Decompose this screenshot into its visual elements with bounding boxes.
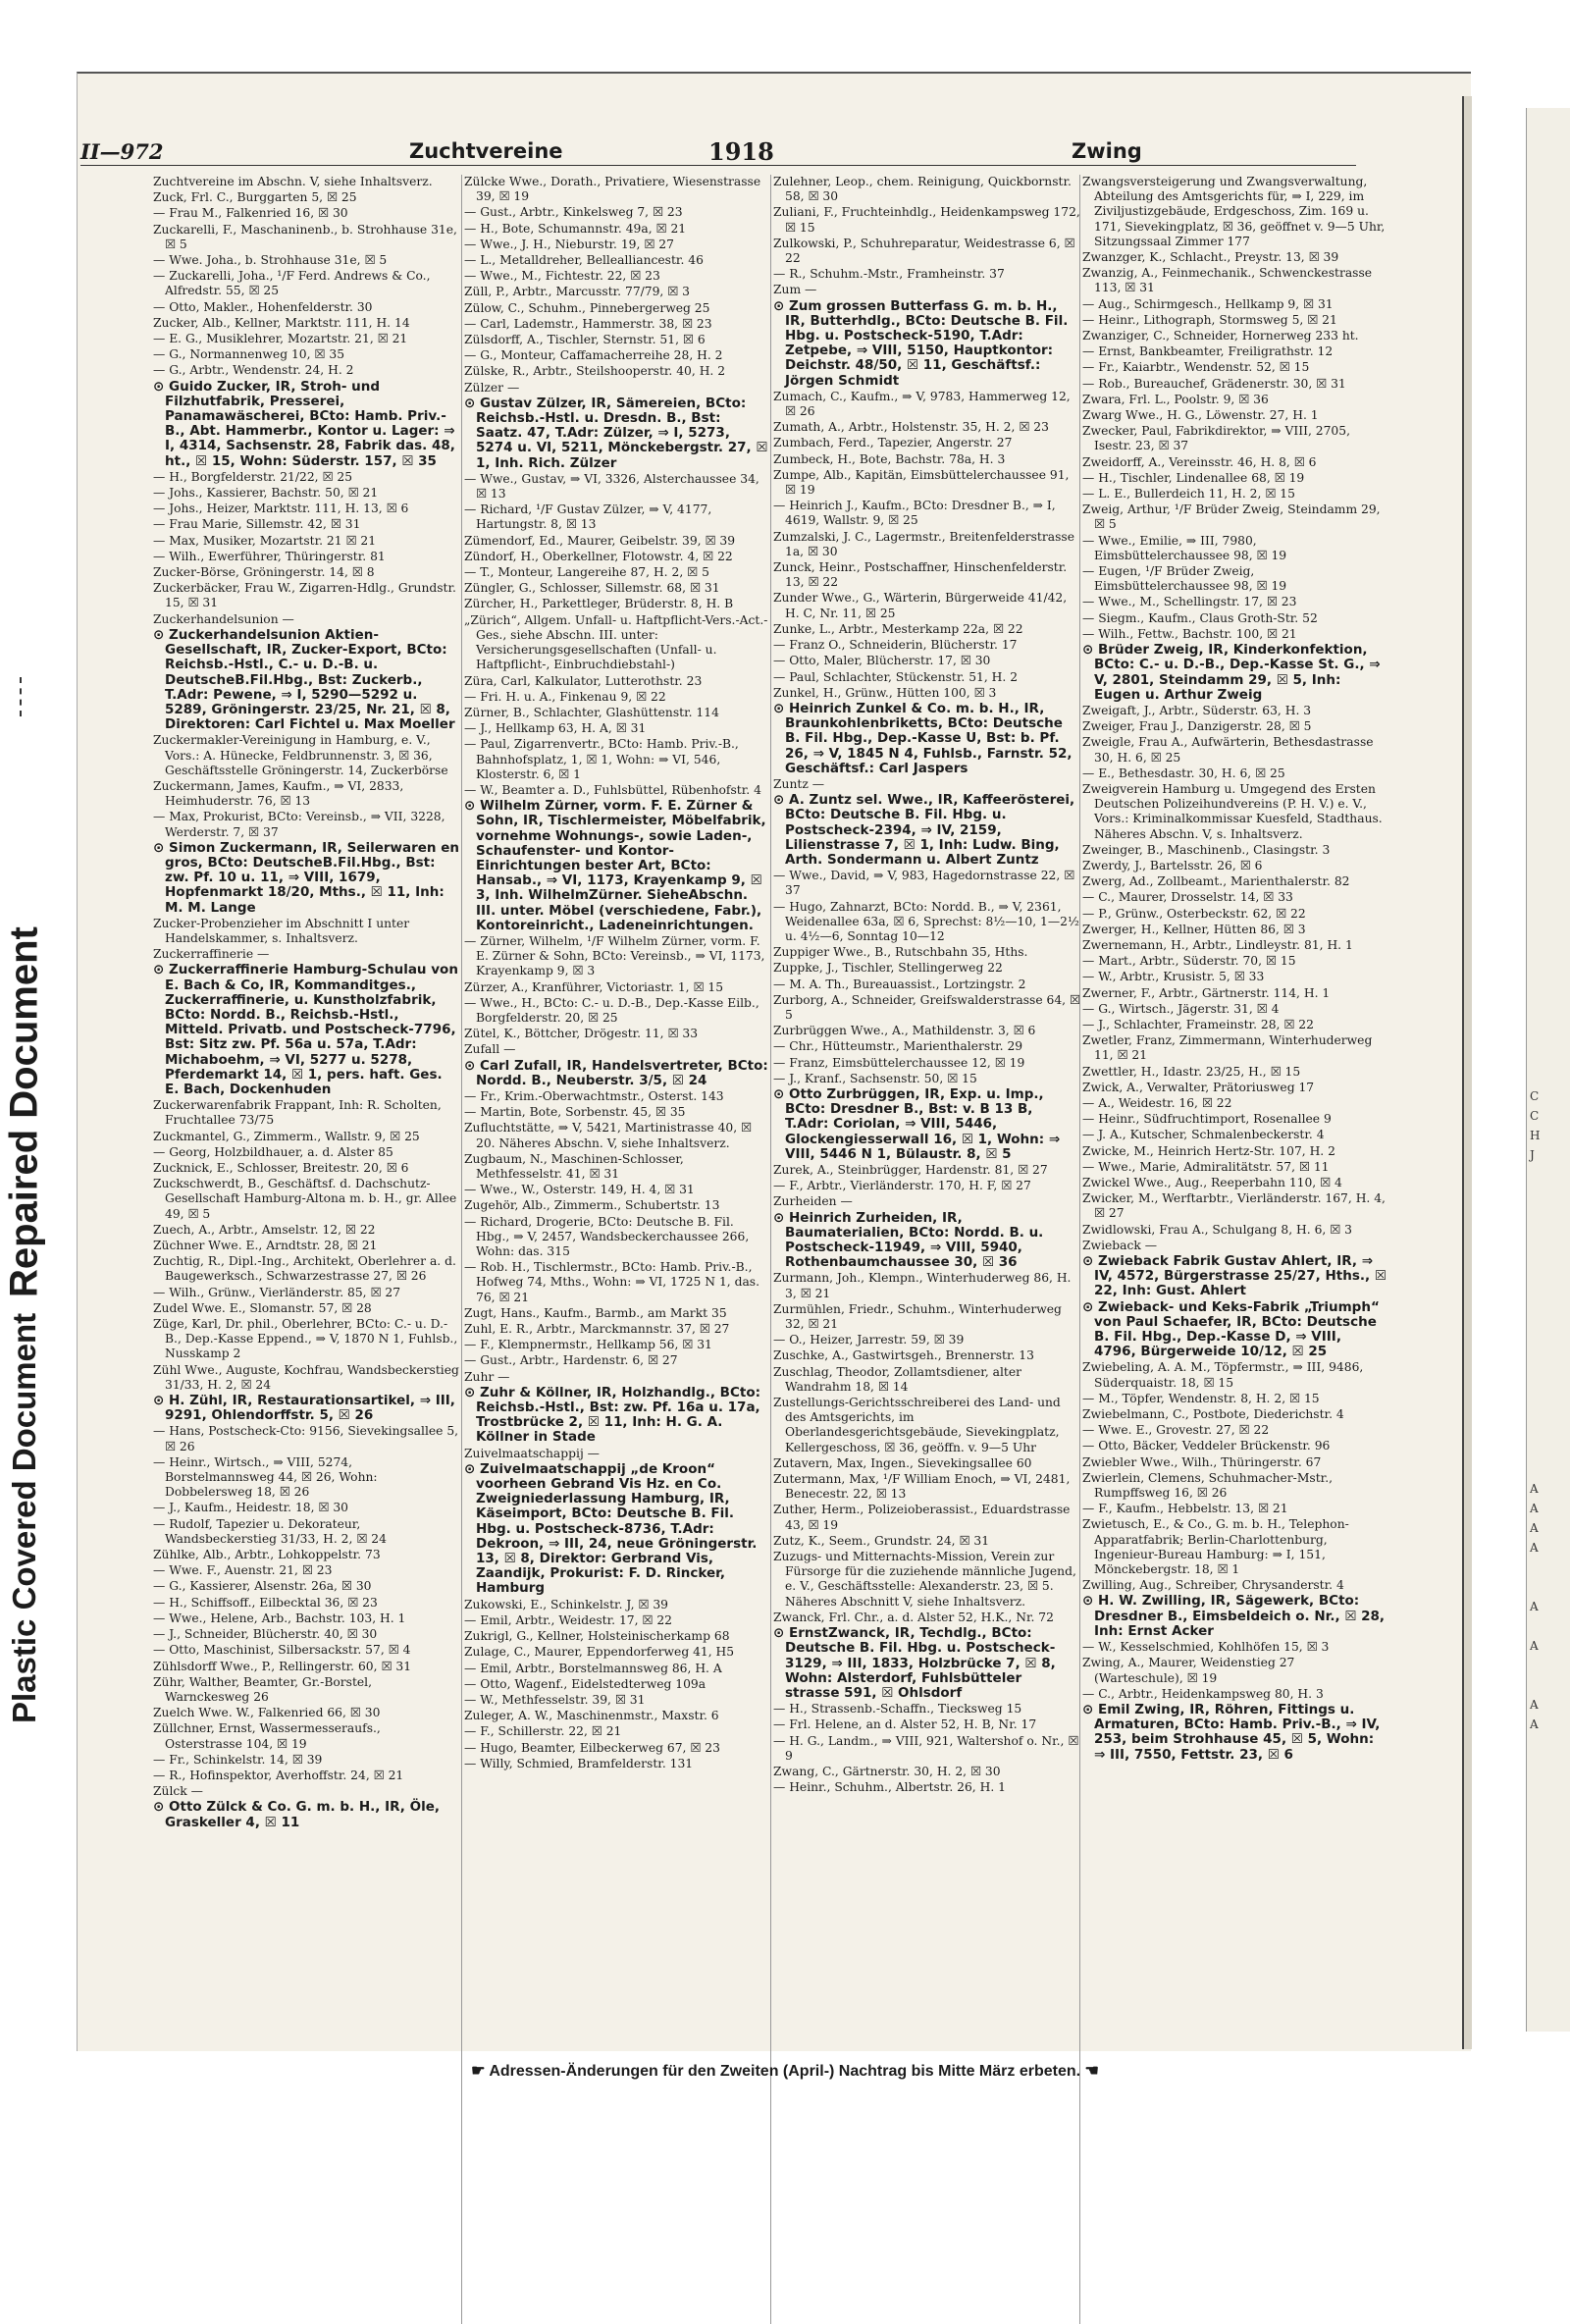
directory-entry: Züllchner, Ernst, Wassermesseraufs., Osterstrasse 104, ☒ 19 [153,1721,381,1751]
side-tick-marks [20,677,26,716]
directory-entry: Zukowski, E., Schinkelstr. J, ☒ 39 [464,1597,669,1611]
directory-column-3 [770,175,1080,2324]
directory-entry: Züll, P., Arbtr., Marcusstr. 77/79, ☒ 3 [464,285,691,299]
directory-entry: — W., Kesselschmied, Kohlhöfen 15, ☒ 3 [1082,1640,1330,1655]
directory-entry: Zwernemann, H., Arbtr., Lindleystr. 81, H. 1 [1082,937,1353,952]
directory-entry: — E. G., Musiklehrer, Mozartstr. 21, ☒ 21 [153,332,408,346]
directory-entry: — Wwe., H., BCto: C.- u. D.-B., Dep.-Kasse Eilb., Borgfelderstr. 20, ☒ 25 [464,995,759,1025]
running-head-section: Zuchtvereine [409,139,563,163]
directory-entry: Zutavern, Max, Ingen., Sievekingsallee 60 [773,1455,1032,1470]
directory-column-2 [461,175,771,2324]
directory-entry: Zumath, A., Arbtr., Holstenstr. 35, H. 2, ☒ 23 [773,420,1049,435]
footer-text: Adressen-Änderungen für den Zweiten (April-) Nachtrag bis Mitte März erbeten. [489,2063,1081,2080]
directory-entry: Zuschlag, Theodor, Zollamtsdiener, alter Wandrahm 18, ☒ 14 [773,1364,1021,1394]
directory-entry: Zwanzger, K., Schlacht., Preystr. 13, ☒ 39 [1082,250,1339,265]
directory-entry: Zwara, Frl. L., Poolstr. 9, ☒ 36 [1082,392,1269,406]
directory-entry: Zühlsdorff Wwe., P., Rellingerstr. 60, ☒ 31 [153,1659,412,1673]
directory-entry: — Frl. Helene, an d. Alster 52, H. B, Nr. 17 [773,1717,1037,1732]
adjacent-page-fragment [1526,108,1570,2032]
directory-entry: Zuppiger Wwe., B., Rutschbahn 35, Hths. [773,945,1028,960]
directory-entry: Zuckerwarenfabrik Frappant, Inh: R. Scholten, Fruchtallee 73/75 [153,1098,442,1128]
directory-entry: — H. G., Landm., ⇒ VIII, 921, Waltershof o. Nr., ☒ 9 [773,1733,1079,1763]
directory-entry: — Aug., Schirmgesch., Hellkamp 9, ☒ 31 [1082,296,1334,311]
directory-entry: Zuech, A., Arbtr., Amselstr. 12, ☒ 22 [153,1222,376,1237]
fragment-letter: H [1530,1129,1541,1142]
directory-entry: Zuckerhandelsunion — [153,611,294,626]
directory-entry: — H., Borgfelderstr. 21/22, ☒ 25 [153,469,353,484]
directory-entry: — O., Heizer, Jarrestr. 59, ☒ 39 [773,1333,965,1347]
directory-entry: — Wwe., Emilie, ⇒ III, 7980, Eimsbüttelerchaussee 98, ☒ 19 [1082,533,1287,562]
directory-entry: — G., Wirtsch., Jägerstr. 31, ☒ 4 [1082,1001,1280,1016]
directory-entry: — Fr., Schinkelstr. 14, ☒ 39 [153,1752,323,1767]
directory-entry: Zukrigl, G., Kellner, Holsteinischerkamp 68 [464,1629,730,1644]
directory-entry: — Wwe., David, ⇒ V, 983, Hagedornstrasse 22, ☒ 37 [773,869,1075,898]
directory-entry: Zucker-Probenzieher im Abschnitt I unter Handelskammer, s. Inhaltsverz. [153,916,410,945]
page-edge [1462,96,1472,2049]
running-head-last-name: Zwing [1072,139,1142,163]
directory-entry: — W., Methfesselstr. 39, ☒ 31 [464,1692,646,1707]
directory-entry: — M., Töpfer, Wendenstr. 8, H. 2, ☒ 15 [1082,1391,1320,1405]
directory-entry: Zumbach, Ferd., Tapezier, Angerstr. 27 [773,436,1013,450]
directory-entry: — E., Bethesdastr. 30, H. 6, ☒ 25 [1082,766,1285,780]
fragment-letter: A [1530,1502,1539,1515]
fragment-letter: A [1530,1541,1539,1555]
fragment-letter: A [1530,1521,1539,1535]
directory-entry: Zunder Wwe., G., Wärterin, Bürgerweide 41/42, H. C, Nr. 11, ☒ 25 [773,591,1068,620]
directory-entry: Zülzer — [464,380,520,395]
directory-entry: ⊙ Gustav Zülzer, IR, Sämereien, BCto: Reichsb.-Hstl. u. Dresdn. B., Bst: Saatz. 47, T.Adr: Zülzer, ⇒ I, 5273, 5274 u. VI, 5211, Mönckebergstr. 27, ☒ 1, Inh. Rich. Zülzer [464,395,768,471]
directory-entry: — Fr., Krim.-Oberwachtmstr., Osterst. 143 [464,1088,724,1103]
directory-entry: — J., Schneider, Blücherstr. 40, ☒ 30 [153,1627,378,1642]
directory-entry: — J., Schlachter, Frameinstr. 28, ☒ 22 [1082,1017,1314,1031]
directory-entry: — G., Kassierer, Alsenstr. 26a, ☒ 30 [153,1579,372,1594]
directory-entry: — Siegm., Kaufm., Claus Groth-Str. 52 [1082,610,1318,625]
page-header [80,137,1356,166]
directory-entry: — G., Arbtr., Wendenstr. 24, H. 2 [153,363,354,378]
directory-entry: Zwanzig, A., Feinmechanik., Schwenckestrasse 113, ☒ 31 [1082,266,1373,295]
directory-entry: — Martin, Bote, Sorbenstr. 45, ☒ 35 [464,1105,686,1120]
directory-entry: — Eugen, ¹/F Brüder Zweig, Eimsbüttelerchaussee 98, ☒ 19 [1082,564,1287,594]
directory-entry: — Wilh., Ewerführer, Thüringerstr. 81 [153,549,386,563]
directory-entry: Zwerdy, J., Bartelsstr. 26, ☒ 6 [1082,858,1263,872]
directory-entry: ⊙ H. W. Zwilling, IR, Sägewerk, BCto: Dresdner B., Eimsbeldeich o. Nr., ☒ 28, Inh: Ernst Acker [1082,1593,1386,1639]
directory-entry: Zuchtig, R., Dipl.-Ing., Architekt, Oberlehrer a. d. Baugewerksch., Schwarzestrasse 27, ☒ 26 [153,1254,456,1284]
directory-entry: Zuivelmaatschappij — [464,1446,600,1460]
directory-entry: Zürcher, H., Parkettleger, Brüderstr. 8, H. B [464,597,734,611]
directory-entry: Zwerner, F., Arbtr., Gärtnerstr. 114, H. 1 [1082,985,1331,1000]
directory-entry: Züra, Carl, Kalkulator, Lutterothstr. 23 [464,673,703,688]
directory-entry: — T., Monteur, Langereihe 87, H. 2, ☒ 5 [464,565,709,580]
directory-entry: Zuhl, E. R., Arbtr., Marckmannstr. 37, ☒ 27 [464,1322,730,1337]
directory-entry: ⊙ H. Zühl, IR, Restaurationsartikel, ⇒ III, 9291, Ohlendorffstr. 5, ☒ 26 [153,1393,455,1424]
directory-entry: Zwietusch, E., & Co., G. m. b. H., Telephon- Apparatfabrik; Berlin-Charlottenburg, Ingenieur-Bureau Hamburg: ⇒ I, 151, Mönckebergstr. 18, ☒ 1 [1082,1517,1349,1577]
directory-entry: — Richard, Drogerie, BCto: Deutsche B. Fil. Hbg., ⇒ V, 2457, Wandsbeckerchaussee 266, Wohn: das. 315 [464,1214,750,1259]
directory-entry: Zwettler, H., Idastr. 23/25, H., ☒ 15 [1082,1064,1301,1079]
directory-entry: Zudel Wwe. E., Slomanstr. 57, ☒ 28 [153,1300,372,1315]
directory-entry: Zweinger, B., Maschinenb., Clasingstr. 3 [1082,842,1331,857]
directory-entry: ⊙ Heinrich Zurheiden, IR, Baumaterialien, BCto: Nordd. B. u. Postscheck-11949, ⇒ VIII, 5940, Rothenbaumchaussee 30, ☒ 36 [773,1209,1044,1271]
directory-entry: Zucknick, E., Schlosser, Breitestr. 20, ☒ 6 [153,1161,409,1175]
directory-entry: Zwieback — [1082,1238,1158,1252]
directory-entry: — R., Schuhm.-Mstr., Framheinstr. 37 [773,267,1005,282]
directory-entry: Züchner Wwe. E., Arndtstr. 28, ☒ 21 [153,1239,378,1253]
directory-entry: ⊙ Heinrich Zunkel & Co. m. b. H., IR, Braunkohlenbriketts, BCto: Deutsche B. Fil. Hbg., Dep.-Kasse U, Bst: b. Pf. 26, ⇒ V, 1845 N 4, Fuhlsb., Farnstr. 52, Geschäftsf.: Carl Jaspers [773,700,1073,776]
directory-entry: Zwetler, Franz, Zimmermann, Winterhuderweg 11, ☒ 21 [1082,1033,1373,1063]
directory-entry: — Wwe. Joha., b. Strohhause 31e, ☒ 5 [153,253,388,268]
directory-entry: Zuckarelli, F., Maschaninenb., b. Strohhause 31e, ☒ 5 [153,222,457,251]
page-number: II—972 [80,139,164,164]
directory-entry: Zutz, K., Seem., Grundstr. 24, ☒ 31 [773,1533,990,1548]
directory-entry: — Wilh., Fettw., Bachstr. 100, ☒ 21 [1082,626,1297,641]
directory-entry: Zuckerbäcker, Frau W., Zigarren-Hdlg., Grundstr. 15, ☒ 31 [153,581,456,610]
fragment-letter: C [1530,1089,1540,1103]
directory-entry: ⊙ Emil Zwing, IR, Röhren, Fittings u. Armaturen, BCto: Hamb. Priv.-B., ⇒ IV, 253, beim Strohhause 45, ☒ 5, Wohn: ⇒ III, 7550, Fettstr. 23, ☒ 6 [1082,1701,1381,1763]
directory-entry: Zweigverein Hamburg u. Umgegend des Ersten Deutschen Polizeihundvereins (P. H. V.) e. V., Vors.: Kriminalkommissar Kuesfeld, Stadthaus. Näheres Abschn. V, s. Inhaltsverz. [1082,781,1383,841]
directory-entry: Zülow, C., Schuhm., Pinnebergerweg 25 [464,300,710,315]
directory-entry: Zurbrüggen Wwe., A., Mathildenstr. 3, ☒ 6 [773,1024,1036,1038]
directory-entry: Zwing, A., Maurer, Weidenstieg 27 (Warteschule), ☒ 19 [1082,1656,1295,1685]
directory-entry: ⊙ Simon Zuckermann, IR, Seilerwaren en gros, BCto: DeutscheB.Fil.Hbg., Bst: zw. Pf. 10 u. 11, ⇒ VIII, 1679, Hopfenmarkt 18/20, Mths., ☒ 11, Inh: M. M. Lange [153,839,459,916]
directory-entry: Zwickel Wwe., Aug., Reeperbahn 110, ☒ 4 [1082,1176,1342,1189]
directory-entry: Zwick, A., Verwalter, Prätoriusweg 17 [1082,1080,1315,1094]
fragment-letter: J [1530,1148,1535,1162]
directory-entry: — Hugo, Beamter, Eilbeckerweg 67, ☒ 23 [464,1740,720,1755]
directory-entry: — Ernst, Bankbeamter, Freiligrathstr. 12 [1082,344,1334,359]
directory-entry: — H., Tischler, Lindenallee 68, ☒ 19 [1082,470,1305,485]
directory-entry: — L. E., Bullerdeich 11, H. 2, ☒ 15 [1082,487,1295,502]
directory-entry: Zuleger, A. W., Maschinenmstr., Maxstr. 6 [464,1709,719,1723]
directory-entry: — W., Arbtr., Krusistr. 5, ☒ 33 [1082,970,1265,984]
directory-entry: — L., Metalldreher, Bellealliancestr. 46 [464,253,704,268]
directory-entry: Zulkowski, P., Schuhreparatur, Weidestrasse 6, ☒ 22 [773,236,1075,266]
year: 1918 [708,137,774,166]
directory-entry: — Otto, Wagenf., Eidelstedterweg 109a [464,1676,706,1691]
directory-entry: Zucker-Börse, Gröningerstr. 14, ☒ 8 [153,565,375,580]
directory-entry: ⊙ Zuivelmaatschappij „de Kroon“ voorheen Gebrand Vis Hz. en Co. Zweigniederlassung Hamburg, IR, Käseimport, BCto: Deutsche B. Fil. Hbg. u. Postscheck-8736, T.Adr: Dekroon, ⇒ III, 24, neue Gröningerstr. 13, ☒ 8, Direktor: Gerbrand Vis, Zaandijk, Prokurist: F. D. Rincker, Hamburg [464,1460,758,1597]
directory-entry: — F., Klempnermstr., Hellkamp 56, ☒ 31 [464,1338,712,1352]
directory-entry: Zwarg Wwe., H. G., Löwenstr. 27, H. 1 [1082,408,1319,423]
directory-entry: Zuckschwerdt, B., Geschäftsf. d. Dachschutz-Gesellschaft Hamburg-Altona m. b. H., gr. Allee 49, ☒ 5 [153,1177,457,1221]
directory-entry: ⊙ Zuckerraffinerie Hamburg-Schulau von E. Bach & Co, IR, Kommanditges., Zuckerraffinerie, u. Kunstholzfabrik, BCto: Nordd. B., Reichsb.-Hstl., Mitteld. Privatb. und Postscheck-7796, Bst: Sitz zw. Pf. 56a u. 57a, T.Adr: Michaboehm, ⇒ VI, 5277 u. 5278, Pferdemarkt 14, ☒ 1, pers. haft. Ges. E. Bach, Dockenhuden [153,962,458,1097]
directory-entry: Zulehner, Leop., chem. Reinigung, Quickbornstr. 58, ☒ 30 [773,175,1072,204]
directory-entry: Zulage, C., Maurer, Eppendorferweg 41, H5 [464,1645,735,1660]
directory-entry: Zühr, Walther, Beamter, Gr.-Borstel, Warnckesweg 26 [153,1674,373,1704]
directory-entry: Zurek, A., Steinbrügger, Hardenstr. 81, ☒ 27 [773,1163,1048,1177]
directory-entry: — F., Kaufm., Hebbelstr. 13, ☒ 21 [1082,1502,1288,1516]
directory-entry: Zwilling, Aug., Schreiber, Chrysanderstr. 4 [1082,1578,1344,1593]
directory-entry: Zuchtvereine im Abschn. V, siehe Inhaltsverz. [153,175,433,188]
directory-entry: — Mart., Arbtr., Süderstr. 70, ☒ 15 [1082,954,1296,969]
directory-entry: — Zuckarelli, Joha., ¹/F Ferd. Andrews & Co., Alfredstr. 55, ☒ 25 [153,269,431,298]
directory-entry: Zwierlein, Clemens, Schuhmacher-Mstr., Rumpffsweg 16, ☒ 26 [1082,1470,1334,1501]
directory-entry: Zuhr — [464,1369,510,1384]
fragment-letter: A [1530,1639,1539,1653]
directory-entry: Zurborg, A., Schneider, Greifswalderstrasse 64, ☒ 5 [773,992,1080,1022]
directory-entry: Züngler, G., Schlosser, Sillemstr. 68, ☒ 31 [464,581,720,596]
directory-entry: Zwerg, Ad., Zollbeamt., Marienthalerstr. 82 [1082,874,1350,889]
directory-entry: — Rob. H., Tischlermstr., BCto: Hamb. Priv.-B., Hofweg 74, Mths., Wohn: ⇒ VI, 1725 N 1, das. 76, ☒ 21 [464,1260,760,1304]
directory-entry: Zuckmantel, G., Zimmerm., Wallstr. 9, ☒ 25 [153,1129,420,1143]
directory-entry: — Heinr., Südfruchtimport, Rosenallee 9 [1082,1112,1332,1127]
directory-entry: — Fr., Kaiarbtr., Wendenstr. 52, ☒ 15 [1082,360,1310,375]
directory-entry: — Chr., Hütteumstr., Marienthalerstr. 29 [773,1039,1023,1054]
directory-entry: Zweigle, Frau A., Aufwärterin, Bethesdastrasse 30, H. 6, ☒ 25 [1082,735,1374,765]
directory-entry: — A., Weidestr. 16, ☒ 22 [1082,1095,1232,1110]
directory-entry: — P., Grünw., Osterbeckstr. 62, ☒ 22 [1082,906,1306,921]
directory-entry: — J. A., Kutscher, Schmalenbeckerstr. 4 [1082,1128,1325,1142]
directory-column-4 [1079,175,1387,2324]
directory-entry: — H., Strassenb.-Schaffn., Tiecksweg 15 [773,1702,1022,1717]
directory-entry: ⊙ Zuckerhandelsunion Aktien-Gesellschaft, IR, Zucker-Export, BCto: Reichsb.-Hstl., C.- u. D.-B. u. DeutscheB.Fil.Hbg., Bst: Zuckerb., T.Adr: Pewene, ⇒ I, 5290—5292 u. 5289, Gröningerstr. 23/25, Nr. 21, ☒ 8, Direktoren: Carl Fichtel u. Max Moeller [153,626,455,733]
directory-entry: Zülcke Wwe., Dorath., Privatiere, Wiesenstrasse 39, ☒ 19 [464,175,761,204]
directory-entry: — Otto, Maler, Blücherstr. 17, ☒ 30 [773,654,991,668]
directory-entry: Zwicke, M., Heinrich Hertz-Str. 107, H. 2 [1082,1143,1335,1158]
directory-entry: Zufluchtstätte, ⇒ V, 5421, Martinistrasse 40, ☒ 20. Näheres Abschn. V, siehe Inhaltsverz. [464,1121,753,1150]
directory-entry: — R., Hofinspektor, Averhoffstr. 24, ☒ 21 [153,1768,404,1782]
directory-entry: — J., Kranf., Sachsenstr. 50, ☒ 15 [773,1071,977,1085]
directory-entry: — Georg, Holzbildhauer, a. d. Alster 85 [153,1144,393,1159]
directory-entry: Zuppke, J., Tischler, Stellingerweg 22 [773,961,1003,976]
directory-entry: Zurheiden — [773,1194,853,1209]
directory-entry: — C., Maurer, Drosselstr. 14, ☒ 33 [1082,890,1293,905]
directory-entry: Zwangsversteigerung und Zwangsverwaltung, Abteilung des Amtsgerichts für, ⇒ I, 229, im Ziviljustizgebäude, Erdgeschoss, Zim. 169 u. 171, Sievekingplatz, ☒ 36, geöffnet v. 9—5 Uhr, Sitzungssaal Zimmer 177 [1082,175,1386,248]
directory-entry: — J., Hellkamp 63, H. A, ☒ 31 [464,721,647,736]
directory-entry: Zugbaum, N., Maschinen-Schlosser, Methfesselstr. 41, ☒ 31 [464,1151,684,1181]
directory-entry: — Willy, Schmied, Bramfelderstr. 131 [464,1756,694,1770]
directory-entry: ⊙ Wilhelm Zürner, vorm. F. E. Zürner & Sohn, IR, Tischlermeister, Möbelfabrik, vornehme Wohnungs-, sowie Laden-, Schaufenster- und Kontor-Einrichtungen bester Art, BCto: Hansab., ⇒ VI, 1173, Krayenkamp 9, ☒ 3, Inh. WilhelmZürner. SieheAbschn. III. unter. Möbel (verschiedene, Fabr.), Kontoreinricht., Ladeneinrichtungen. [464,798,766,933]
directory-entry: Zwerger, H., Kellner, Hütten 86, ☒ 3 [1082,922,1306,936]
directory-entry: — Max, Musiker, Mozartstr. 21 ☒ 21 [153,533,377,548]
directory-entry: — G., Monteur, Caffamacherreihe 28, H. 2 [464,348,723,363]
directory-entry: Zwang, C., Gärtnerstr. 30, H. 2, ☒ 30 [773,1764,1001,1778]
directory-entry: — Wwe., J. H., Nieburstr. 19, ☒ 27 [464,237,674,251]
directory-entry: — M. A. Th., Bureauassist., Lortzingstr. 2 [773,977,1026,991]
directory-entry: — Wwe. E., Grovestr. 27, ☒ 22 [1082,1423,1270,1438]
directory-entry: „Zürich“, Allgem. Unfall- u. Haftpflicht-Vers.-Act.-Ges., siehe Abschn. III. unter: Versicherungsgesellschaften (Unfall- u. Haftpflicht-, Einbruchdiebstahl-) [464,612,768,672]
directory-entry: — Wwe., M., Fichtestr. 22, ☒ 23 [464,269,660,284]
directory-entry: Zunke, L., Arbtr., Mesterkamp 22a, ☒ 22 [773,621,1023,636]
directory-entry: — Hugo, Zahnarzt, BCto: Nordd. B., ⇒ V, 2361, Weidenallee 63a, ☒ 6, Sprechst: 8½—10, 1—2½ u. 4½—6, Sonntag 10—12 [773,899,1079,943]
directory-entry: Zurmühlen, Friedr., Schuhm., Winterhuderweg 32, ☒ 21 [773,1301,1062,1332]
directory-entry: Zweigaft, J., Arbtr., Süderstr. 63, H. 3 [1082,703,1312,717]
directory-entry: — F., Arbtr., Vierländerstr. 170, H. F, ☒ 27 [773,1179,1031,1193]
directory-entry: — Emil, Arbtr., Weidestr. 17, ☒ 22 [464,1612,672,1627]
fragment-letter: A [1530,1698,1539,1712]
directory-entry: Zugt, Hans., Kaufm., Barmb., am Markt 35 [464,1305,727,1320]
directory-entry: Zütel, K., Böttcher, Drögestr. 11, ☒ 33 [464,1027,699,1041]
directory-entry: — Johs., Kassierer, Bachstr. 50, ☒ 21 [153,486,379,501]
directory-entry: Zucker, Alb., Kellner, Marktstr. 111, H. 14 [153,315,410,330]
directory-entry: — Fri. H. u. A., Finkenau 9, ☒ 22 [464,689,666,704]
directory-entry: Zuzugs- und Mitternachts-Mission, Verein zur Fürsorge für die zuziehende männliche Jugend, e. V., Geschäftsstelle: Alexanderstr. 23, ☒ 5. Näheres Abschnitt V, siehe Inhaltsverz. [773,1550,1076,1609]
fragment-letter: A [1530,1600,1539,1613]
directory-entry: Zunck, Heinr., Postschaffner, Hinschenfelderstr. 13, ☒ 22 [773,560,1068,590]
directory-entry: — H., Schiffsoff., Eilbecktal 36, ☒ 23 [153,1595,378,1610]
directory-entry: Zwicker, M., Werftarbtr., Vierländerstr. 167, H. 4, ☒ 27 [1082,1191,1386,1221]
directory-entry: ⊙ Guido Zucker, IR, Stroh- und Filzhutfabrik, Presserei, Panamawäscherei, BCto: Hamb. Priv.-B., Abt. Hammerbr., Kontor u. Lager: ⇒ I, 4314, Sachsenstr. 28, Fabrik das. 48, ht., ☒ 15, Wohn: Süderstr. 157, ☒ 35 [153,378,455,469]
directory-entry: Zühlke, Alb., Arbtr., Lohkoppelstr. 73 [153,1548,381,1562]
directory-entry: Zühl Wwe., Auguste, Kochfrau, Wandsbeckerstieg 31/33, H. 2, ☒ 24 [153,1362,459,1392]
directory-entry: — Carl, Lademstr., Hammerstr. 38, ☒ 23 [464,316,712,331]
directory-entry: ⊙ Zwieback Fabrik Gustav Ahlert, IR, ⇒ IV, 4572, Bürgerstrasse 25/27, Hths., ☒ 22, Inh: Gust. Ahlert [1082,1253,1387,1299]
directory-entry: Zürzer, A., Kranführer, Victoriastr. 1, ☒ 15 [464,979,724,994]
directory-entry: — Hans, Postscheck-Cto: 9156, Sievekingsallee 5, ☒ 26 [153,1424,459,1453]
directory-entry: — Franz O., Schneiderin, Blücherstr. 17 [773,638,1018,653]
directory-entry: Zumach, C., Kaufm., ⇒ V, 9783, Hammerweg 12, ☒ 26 [773,389,1071,419]
pointing-hand-left-icon: ☚ [1084,2063,1099,2080]
directory-entry: — W., Beamter a. D., Fuhlsbüttel, Rübenhofstr. 4 [464,782,761,797]
directory-entry: — Wwe., W., Osterstr. 149, H. 4, ☒ 31 [464,1183,695,1197]
directory-entry: Zwanck, Frl. Chr., a. d. Alster 52, H.K., Nr. 72 [773,1610,1054,1624]
directory-entry: ⊙ A. Zuntz sel. Wwe., IR, Kaffeerösterei, BCto: Deutsche B. Fil. Hbg. u. Postscheck-2394, ⇒ IV, 2159, Lilienstrasse 7, ☒ 1, Inh: Ludw. Bing, Arth. Sondermann u. Albert Zuntz [773,792,1075,868]
directory-entry: — Heinr., Lithograph, Stormsweg 5, ☒ 21 [1082,312,1337,327]
directory-entry: Zumbeck, H., Bote, Bachstr. 78a, H. 3 [773,451,1006,466]
directory-entry: Zuschke, A., Gastwirtsgeh., Brennerstr. 13 [773,1348,1034,1363]
fragment-letter: C [1530,1109,1540,1123]
directory-entry: Zwanziger, C., Schneider, Hornerweg 233 ht. [1082,329,1359,343]
directory-entry: Zugehör, Alb., Zimmerm., Schubertstr. 13 [464,1198,720,1213]
directory-entry: ⊙ Zwieback- und Keks-Fabrik „Triumph“ von Paul Schaefer, IR, BCto: Deutsche B. Fil. Hbg., Dep.-Kasse D, ⇒ VIII, 4796, Bürgerweide 10/12, ☒ 25 [1082,1298,1380,1360]
directory-entry: ⊙ ErnstZwanck, IR, Techdlg., BCto: Deutsche B. Fil. Hbg. u. Postscheck-3129, ⇒ III, 1833, Holzbrücke 7, ☒ 8, Wohn: Alsterdorf, Fuhlsbütteler strasse 591, ☒ Ohlsdorf [773,1625,1056,1701]
directory-entry: — Wwe. F., Auenstr. 21, ☒ 23 [153,1563,333,1578]
directory-entry: — Frau M., Falkenried 16, ☒ 30 [153,206,348,221]
directory-entry: Zündorf, H., Oberkellner, Flotowstr. 4, ☒ 22 [464,549,733,563]
directory-entry: — Wwe., Helene, Arb., Bachstr. 103, H. 1 [153,1611,406,1625]
fragment-letter: A [1530,1717,1539,1731]
directory-entry: ⊙ Zuhr & Köllner, IR, Holzhandlg., BCto: Reichsb.-Hstl., Bst: zw. Pf. 16a u. 17a, Trostbrücke 2, ☒ 11, Inh: H. G. A. Köllner in Stade [464,1384,760,1446]
directory-entry: — Frau Marie, Sillemstr. 42, ☒ 31 [153,517,361,532]
directory-entry: Zülske, R., Arbtr., Steilshooperstr. 40, H. 2 [464,364,726,379]
directory-entry: — Rob., Bureauchef, Grädenerstr. 30, ☒ 31 [1082,376,1346,391]
directory-entry: — Richard, ¹/F Gustav Zülzer, ⇒ V, 4177, Hartungstr. 8, ☒ 13 [464,502,712,532]
directory-entry: Zurmann, Joh., Klempn., Winterhuderweg 86, H. 3, ☒ 21 [773,1271,1072,1300]
directory-entry: — Wwe., Gustav, ⇒ VI, 3326, Alsterchaussee 34, ☒ 13 [464,471,759,502]
directory-entry: Zülck — [153,1784,203,1799]
directory-entry: Zweig, Arthur, ¹/F Brüder Zweig, Steindamm 29, ☒ 5 [1082,502,1381,532]
directory-entry: Zutermann, Max, ¹/F William Enoch, ⇒ VI, 2481, Benecestr. 22, ☒ 13 [773,1472,1071,1502]
directory-entry: Zufall — [464,1042,516,1057]
directory-entry: Zuckerraffinerie — [153,947,270,962]
side-label-covered: Plastic Covered Document [6,1312,42,1723]
directory-entry: — Emil, Arbtr., Borstelmannsweg 86, H. A [464,1661,722,1675]
directory-entry: — Max, Prokurist, BCto: Vereinsb., ⇒ VII, 3228, Werderstr. 7, ☒ 37 [153,810,445,839]
directory-entry: Zülsdorff, A., Tischler, Sternstr. 51, ☒ 6 [464,333,706,347]
directory-entry: — Heinrich J., Kaufm., BCto: Dresdner B., ⇒ I, 4619, Wallstr. 9, ☒ 25 [773,499,1056,528]
directory-entry: — Otto, Bäcker, Veddeler Brückenstr. 96 [1082,1439,1331,1453]
directory-entry: — Heinr., Schuhm., Albertstr. 26, H. 1 [773,1780,1006,1795]
directory-entry: Zuelch Wwe. W., Falkenried 66, ☒ 30 [153,1706,381,1720]
directory-entry: — C., Arbtr., Heidenkampsweg 80, H. 3 [1082,1686,1324,1701]
directory-entry: — Wwe., Marie, Admiralitätstr. 57, ☒ 11 [1082,1159,1330,1174]
directory-entry: Zuckermakler-Vereinigung in Hamburg, e. V., Vors.: A. Hünecke, Feldbrunnenstr. 3, ☒ 36, Geschäftsstelle Gröningerstr. 14, Zuckerbörse [153,733,448,777]
directory-entry: — Franz, Eimsbüttelerchaussee 12, ☒ 19 [773,1055,1025,1070]
directory-entry: — Paul, Zigarrenvertr., BCto: Hamb. Priv.-B., Bahnhofsplatz, 1, ☒ 1, Wohn: ⇒ VI, 546, Klosterstr. 6, ☒ 1 [464,737,739,781]
directory-entry: — G., Normannenweg 10, ☒ 35 [153,347,345,362]
directory-entry: — F., Schillerstr. 22, ☒ 21 [464,1724,622,1739]
directory-entry: Zümendorf, Ed., Maurer, Geibelstr. 39, ☒ 39 [464,533,736,548]
directory-entry: Zuliani, F., Fruchteinhdlg., Heidenkampsweg 172, ☒ 15 [773,205,1080,235]
directory-entry: Zumpe, Alb., Kapitän, Eimsbüttelerchaussee 91, ☒ 19 [773,467,1070,498]
directory-entry: — Otto, Maschinist, Silbersackstr. 57, ☒ 4 [153,1643,411,1658]
directory-entry: Züge, Karl, Dr. phil., Oberlehrer, BCto: C.- u. D.-B., Dep.-Kasse Eppend., ⇒ V, 1870 N 1, Fuhlsb., Nusskamp 2 [153,1317,458,1361]
directory-entry: — Paul, Schlachter, Stückenstr. 51, H. 2 [773,669,1019,684]
directory-entry: ⊙ Otto Zurbrüggen, IR, Exp. u. Imp., BCto: Dresdner B., Bst: v. B 13 B, T.Adr: Coriolan, ⇒ VIII, 5446, Glockengiesserwall 16, ☒ 1, Wohn: ⇒ VIII, 5446 N 1, Bülaustr. 8, ☒ 5 [773,1085,1061,1162]
directory-entry: Zum — [773,283,817,297]
directory-entry: Zuckermann, James, Kaufm., ⇒ VI, 2833, Heimhuderstr. 76, ☒ 13 [153,778,404,809]
directory-entry: ⊙ Brüder Zweig, IR, Kinderkonfektion, BCto: C.- u. D.-B., Dep.-Kasse St. G., ⇒ V, 2801, Steindamm 29, ☒ 5, Inh: Eugen u. Arthur Zweig [1082,642,1381,703]
side-label-repaired: Repaired Document [2,926,46,1297]
directory-entry: ⊙ Carl Zufall, IR, Handelsvertreter, BCto: Nordd. B., Neuberstr. 3/5, ☒ 24 [464,1057,768,1088]
directory-entry: ⊙ Otto Zülck & Co. G. m. b. H., IR, Öle, Graskeller 4, ☒ 11 [153,1799,440,1830]
directory-entry: Zwiebelmann, C., Postbote, Diederichstr. 4 [1082,1407,1344,1422]
directory-entry: — Rudolf, Tapezier u. Dekorateur, Wandsbeckerstieg 31/33, H. 2, ☒ 24 [153,1516,387,1546]
directory-entry: Zuther, Herm., Polizeioberassist., Eduardstrasse 43, ☒ 19 [773,1503,1071,1532]
directory-entry: Zuck, Frl. C., Burggarten 5, ☒ 25 [153,190,357,205]
directory-entry: Zwidlowski, Frau A., Schulgang 8, H. 6, ☒ 3 [1082,1222,1352,1237]
directory-entry: — Wwe., M., Schellingstr. 17, ☒ 23 [1082,595,1297,609]
directory-entry: — Wilh., Grünw., Vierländerstr. 85, ☒ 27 [153,1285,401,1299]
directory-entry: ⊙ Zum grossen Butterfass G. m. b. H., IR, Butterhdlg., BCto: Deutsche B. Fil. Hbg. u. Postscheck-5190, T.Adr: Zetpebe, ⇒ VIII, 5150, Hauptkontor: Deichstr. 48/50, ☒ 11, Geschäftsf.: Jörgen Schmidt [773,297,1069,389]
directory-entry: — Zürner, Wilhelm, ¹/F Wilhelm Zürner, vorm. F. E. Zürner & Sohn, BCto: Vereinsb., ⇒ VI, 1173, Krayenkamp 9, ☒ 3 [464,933,765,978]
directory-entry: Zwiebler Wwe., Wilh., Thüringerstr. 67 [1082,1454,1322,1469]
fragment-letter: A [1530,1482,1539,1496]
side-label [2,785,47,1865]
directory-entry: Zumzalski, J. C., Lagermstr., Breitenfelderstrasse 1a, ☒ 30 [773,529,1074,558]
directory-entry: Zwecker, Paul, Fabrikdirektor, ⇒ VIII, 2705, Isestr. 23, ☒ 37 [1082,424,1350,453]
directory-entry: — Johs., Heizer, Marktstr. 111, H. 13, ☒ 6 [153,502,409,516]
directory-entry: Zweiger, Frau J., Danzigerstr. 28, ☒ 5 [1082,719,1312,734]
directory-entry: — H., Bote, Schumannstr. 49a, ☒ 21 [464,221,687,236]
directory-entry: — Gust., Arbtr., Hardenstr. 6, ☒ 27 [464,1353,678,1368]
directory-entry: Zürner, B., Schlachter, Glashüttenstr. 114 [464,705,719,719]
directory-entry: — Gust., Arbtr., Kinkelsweg 7, ☒ 23 [464,205,683,220]
pointing-hand-right-icon: ☛ [471,2063,486,2080]
directory-entry: — Heinr., Wirtsch., ⇒ VIII, 5274, Borstelmannsweg 44, ☒ 26, Wohn: Dobbelersweg 18, ☒ 26 [153,1454,378,1500]
footer-notice [294,2061,1276,2081]
directory-entry: Zustellungs-Gerichtsschreiberei des Land- und des Amtsgerichts, im Oberlandesgerichtsgebäude, Sievekingplatz, Kellergeschoss, ☒ 36, geöffn. v. 9—5 Uhr [773,1396,1061,1454]
directory-entry: — Otto, Makler., Hohenfelderstr. 30 [153,299,373,314]
directory-entry: Zwiebeling, A. A. M., Töpfermstr., ⇒ III, 9486, Süderquaistr. 18, ☒ 15 [1082,1360,1364,1390]
directory-entry: Zunkel, H., Grünw., Hütten 100, ☒ 3 [773,685,997,700]
directory-entry: Zweidorff, A., Vereinsstr. 46, H. 8, ☒ 6 [1082,454,1317,469]
directory-entry: — J., Kaufm., Heidestr. 18, ☒ 30 [153,1501,349,1515]
directory-column-1 [153,175,460,2324]
directory-entry: Zuntz — [773,776,825,791]
